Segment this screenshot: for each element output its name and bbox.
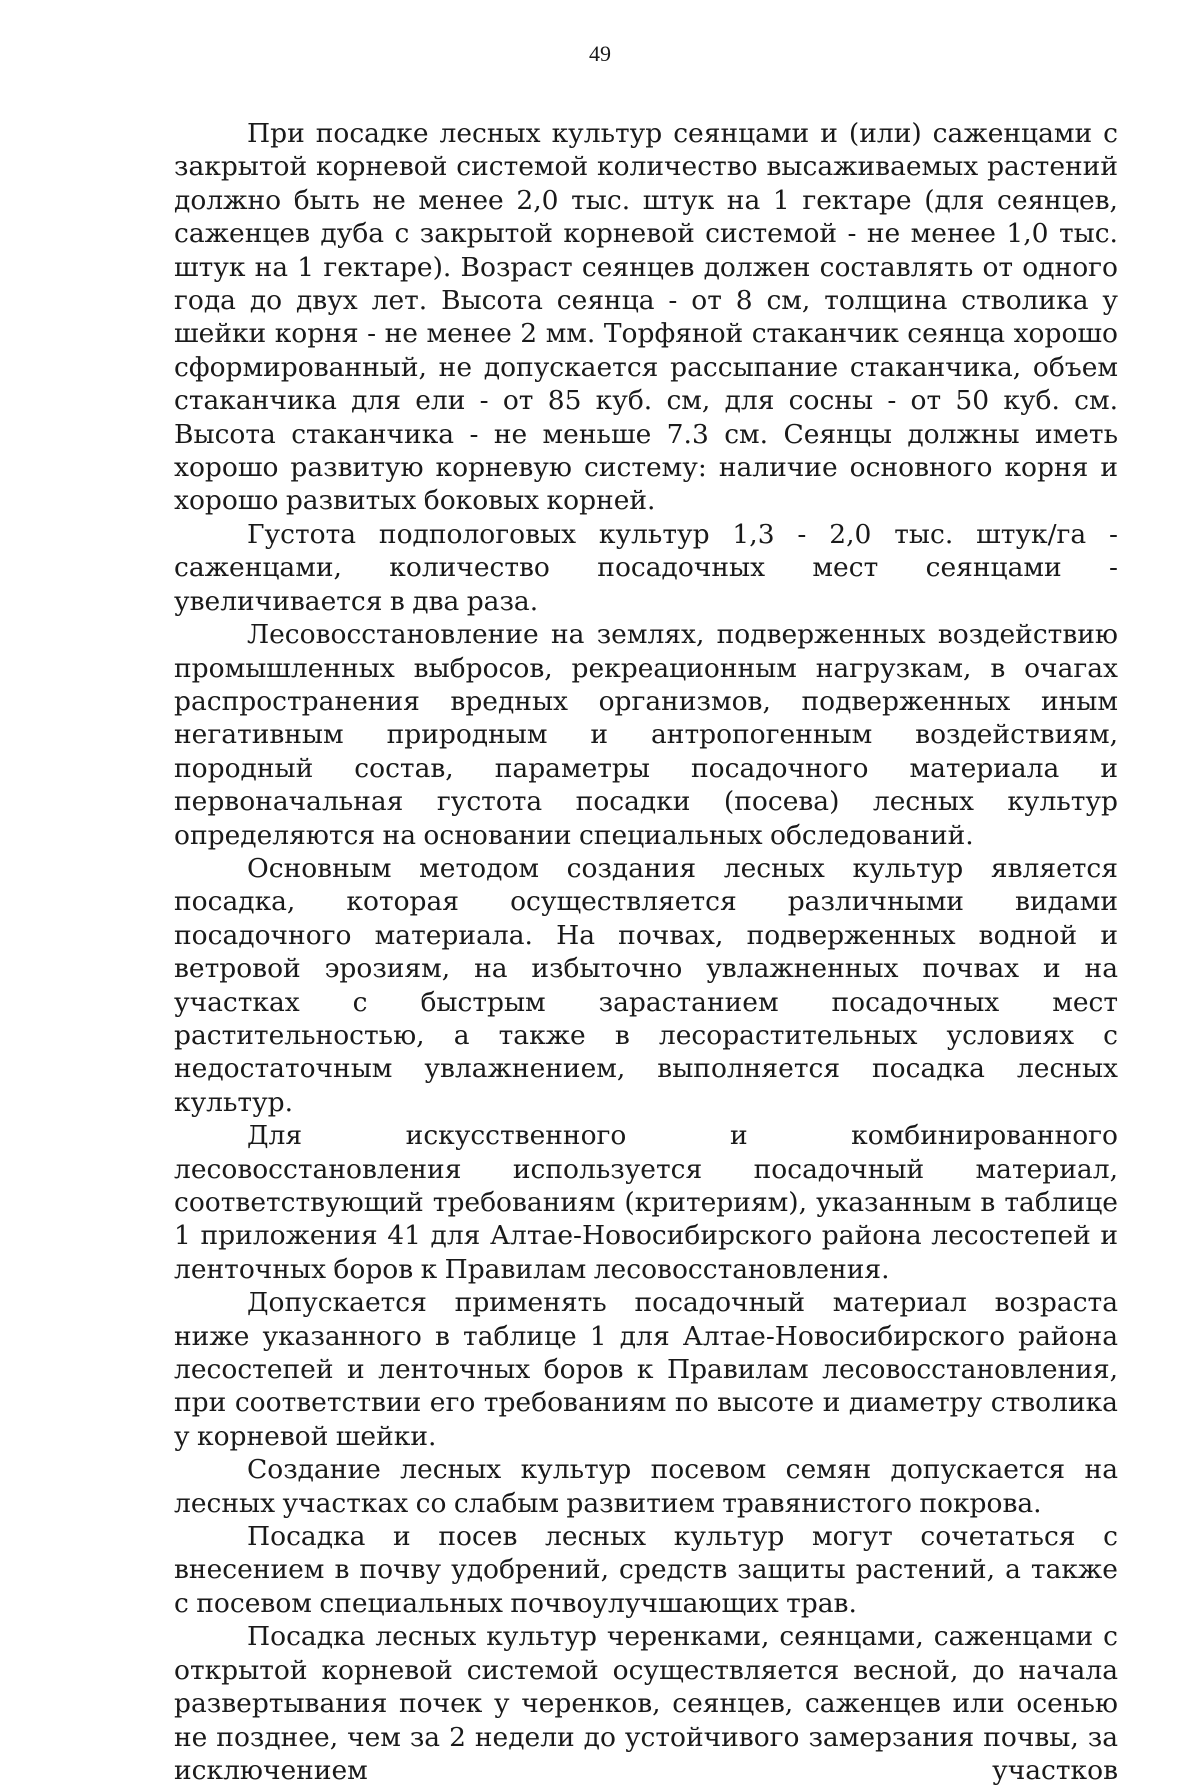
paragraph-planting-material-requirements: Для искусственного и комбинированного лесовосстановления используется посадочный материал, соответствующий требованиям (критериям), указанным в таблице 1 приложения 41 для Алтае-Новосибирского района лесостепей и ленточных боров к Правилам лесовосстановления.: [174, 1120, 1118, 1285]
page-number: 49: [589, 41, 611, 66]
paragraph-main-planting-method: Основным методом создания лесных культур является посадка, которая осуществляется различными видами посадочного материала. На почвах, подверженных водной и ветровой эрозиям, на избыточно увлажненных почвах и на участках с быстрым зарастанием посадочных мест растительностью, а также в лесорастительных условиях с недостаточным увлажнением, выполняется посадка лесных культур.: [174, 852, 1118, 1118]
paragraph-underplanting-density: Густота подпологовых культур 1,3 - 2,0 тыс. штук/га - саженцами, количество посадочных мест сеянцами - увеличивается в два раза.: [174, 518, 1118, 617]
paragraph-seedlings-closed-root: При посадке лесных культур сеянцами и (или) саженцами с закрытой корневой системой количество высаживаемых растений должно быть не менее 2,0 тыс. штук на 1 гектаре (для сеянцев, саженцев дуба с закрытой корневой системой - не менее 1,0 тыс. штук на 1 гектаре). Возраст сеянцев должен составлять от одного года до двух лет. Высота сеянца - от 8 см, толщина стволика у шейки корня - не менее 2 мм. Торфяной стаканчик сеянца хорошо сформированный, не допускается рассыпание стаканчика, объем стаканчика для ели - от 85 куб. см, для сосны - от 50 куб. см. Высота стаканчика - не меньше 7.3 см. Сеянцы должны иметь хорошо развитую корневую систему: наличие основного корня и хорошо развитых боковых корней.: [174, 118, 1118, 517]
paragraph-fertilizers: Посадка и посев лесных культур могут сочетаться с внесением в почву удобрений, средств защиты растений, а также с посевом специальных почвоулучшающих трав.: [174, 1521, 1118, 1619]
body-text: [174, 117, 1118, 1787]
paragraph-younger-material-allowed: Допускается применять посадочный материал возраста ниже указанного в таблице 1 для Алтае-Новосибирского района лесостепей и ленточных боров к Правилам лесовосстановления, при соответствии его требованиям по высоте и диаметру стволика у корневой шейки.: [174, 1287, 1118, 1452]
paragraph-seed-sowing: Создание лесных культур посевом семян допускается на лесных участках со слабым развитием травянистого покрова.: [174, 1454, 1118, 1519]
paragraph-reforestation-affected-lands: Лесовосстановление на землях, подверженных воздействию промышленных выбросов, рекреационным нагрузкам, в очагах распространения вредных организмов, подверженных иным негативным природным и антропогенным воздействиям, породный состав, параметры посадочного материала и первоначальная густота посадки (посева) лесных культур определяются на основании специальных обследований.: [174, 619, 1118, 851]
paragraph-planting-season: Посадка лесных культур черенками, сеянцами, саженцами с открытой корневой системой осуществляется весной, до начала развертывания почек у черенков, сеянцев, саженцев или осенью не позднее, чем за 2 недели до устойчивого замерзания почвы, за исключением участков: [174, 1621, 1118, 1786]
